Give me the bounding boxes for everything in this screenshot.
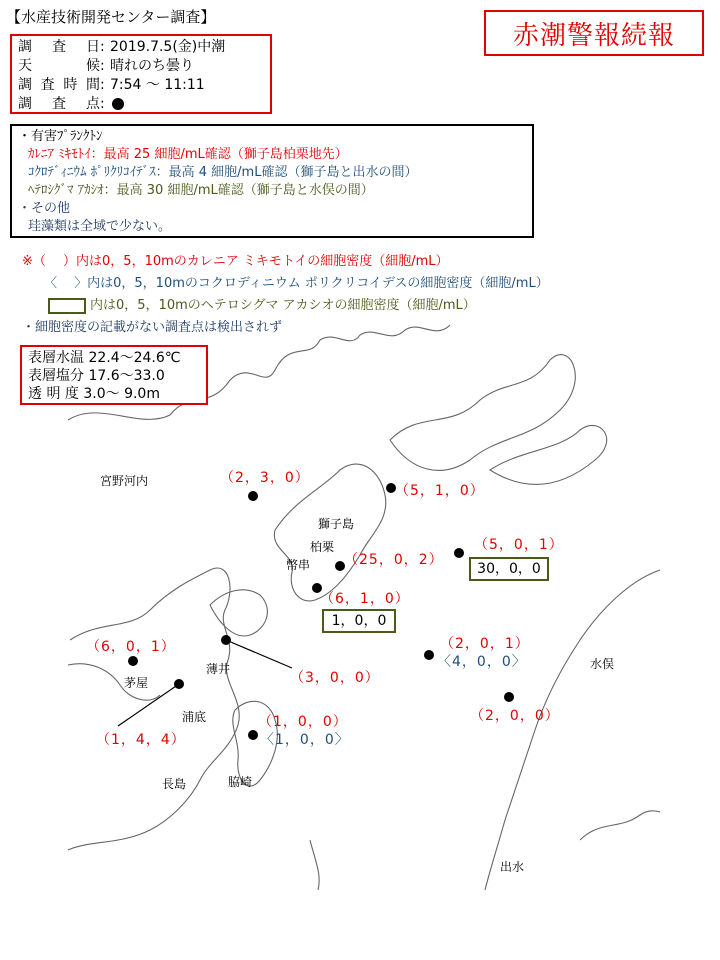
- legend-karenia: ※（ ）内は0，5，10mのカレニア ミキモトイの細胞密度（細胞/mL）: [22, 254, 449, 269]
- station-7-karenia: （3，0，0）: [290, 670, 380, 686]
- station-8-karenia: （2，0，1）: [440, 636, 530, 652]
- survey-weather-label: 天候: [18, 58, 100, 74]
- place-kayashima: 茅屋: [124, 676, 149, 690]
- survey-date-value: 2019.7.5(金)中潮: [110, 39, 226, 55]
- survey-time-label: 調査時間: [18, 77, 100, 93]
- plankton-heading: ・有害ﾌﾟﾗﾝｸﾄﾝ: [18, 129, 103, 144]
- legend-cochlodinium: 〈 〉内は0，5，10mのコクロディニウム ポリクリコイデスの細胞密度（細胞/mL）: [44, 276, 549, 291]
- station-5-karenia: （6，1，0）: [320, 591, 410, 607]
- station-dot-10: [248, 730, 258, 740]
- legend-heterosigma: 内は0，5，10mのヘテロシグマ アカシオの細胞密度（細胞/mL）: [90, 298, 476, 313]
- surface-temperature: 表層水温 22.4～24.6℃: [28, 350, 181, 366]
- station-11-karenia: （2，0，0）: [470, 708, 560, 724]
- leader-line-urazoko: [118, 684, 179, 726]
- cochlodinium-summary: ｺｸﾛﾃﾞｨﾆｳﾑ ﾎﾟﾘｸﾘｺｲﾃﾞｽ：最高 4 細胞/mL確認（獅子島と出水の間）: [28, 165, 418, 180]
- place-wakizaki: 脇崎: [228, 775, 253, 789]
- place-minamata: 水俣: [590, 657, 615, 671]
- place-miyanokouchi: 宮野河内: [100, 474, 149, 488]
- survey-point-label: 調査点: [18, 96, 100, 112]
- station-8-cochlodinium: 〈4，0，0〉: [437, 654, 527, 670]
- place-nogushi: 幣串: [286, 558, 311, 572]
- karenia-summary: ｶﾚﾆｱ ﾐｷﾓﾄｲ：最高 25 細胞/mL確認（獅子島柏栗地先）: [28, 147, 348, 162]
- station-dot-8: [424, 650, 434, 660]
- station-dot-9: [174, 679, 184, 689]
- other-heading: ・その他: [18, 201, 71, 216]
- station-dot-1: [248, 491, 258, 501]
- station-dot-11: [504, 692, 514, 702]
- transparency: 透 明 度 3.0～ 9.0m: [28, 386, 160, 402]
- station-1-karenia: （2，3，0）: [220, 470, 310, 486]
- survey-point-row: 調査点 :: [18, 95, 264, 114]
- heterosigma-summary: ﾍﾃﾛｼｸﾞﾏ ｱｶｼｵ：最高 30 細胞/mL確認（獅子島と水俣の間）: [28, 183, 374, 198]
- place-urazoko: 浦底: [182, 710, 207, 724]
- survey-time-value: 7:54 ～ 11:11: [110, 77, 205, 93]
- red-tide-alert-label: 赤潮警報続報: [484, 10, 704, 56]
- station-3-karenia: （25，0，2）: [344, 552, 444, 568]
- station-9-karenia: （1，4，4）: [96, 732, 186, 748]
- other-text: 珪藻類は全域で少ない。: [28, 219, 172, 234]
- place-nagashima: 長島: [162, 777, 187, 791]
- station-dot-7: [221, 635, 231, 645]
- place-kaguri: 柏栗: [310, 540, 335, 554]
- station-10-karenia: （1，0，0）: [258, 714, 348, 730]
- place-usui: 薄井: [206, 662, 231, 676]
- station-2-karenia: （5，1，0）: [395, 483, 485, 499]
- station-dot-4: [454, 548, 464, 558]
- station-10-cochlodinium: 〈1，0，0〉: [260, 732, 350, 748]
- legend-note: ・細胞密度の記載がない調査点は検出されず: [22, 320, 283, 335]
- survey-time-row: 調査時間 : 7:54 ～ 11:11: [18, 77, 205, 93]
- place-shishijima: 獅子島: [318, 517, 355, 531]
- survey-weather-row: 天候 : 晴れのち曇り: [18, 58, 194, 74]
- header-title: 【水産技術開発センター調査】: [6, 8, 216, 26]
- surface-salinity: 表層塩分 17.6～33.0: [28, 368, 165, 384]
- station-4-karenia: （5，0，1）: [474, 537, 564, 553]
- survey-date-row: 調査日 : 2019.7.5(金)中潮: [18, 39, 226, 55]
- station-4-heterosigma: 30，0，0: [469, 557, 549, 581]
- leader-line-usui: [226, 640, 292, 668]
- survey-date-label: 調査日: [18, 39, 100, 55]
- station-dot-6: [128, 656, 138, 666]
- survey-weather-value: 晴れのち曇り: [110, 58, 194, 74]
- station-5-heterosigma: 1，0，0: [322, 609, 396, 633]
- place-izumi: 出水: [500, 860, 525, 874]
- station-6-karenia: （6，0，1）: [86, 639, 176, 655]
